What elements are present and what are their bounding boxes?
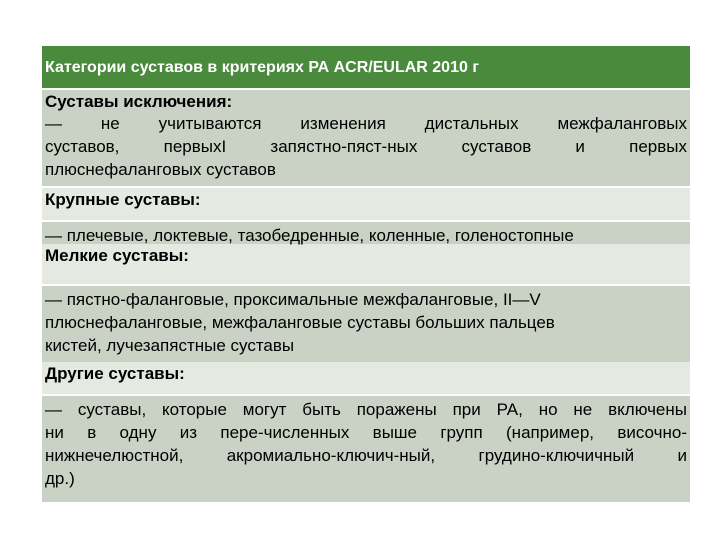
body-line: — плечевые, локтевые, тазобедренные, коленные, голеностопные	[45, 226, 574, 245]
section-heading-small	[42, 244, 690, 284]
section-body-other	[42, 394, 690, 502]
section-body-small	[42, 284, 690, 362]
heading-text: Мелкие суставы:	[45, 246, 189, 265]
joint-categories-table	[42, 46, 690, 502]
body-line: кистей, лучезапястные суставы	[45, 336, 295, 355]
body-line: — суставы, которые могут быть поражены при РА, но не включены	[45, 400, 687, 419]
body-line: — пястно-фаланговые, проксимальные межфаланговые, II—V	[45, 290, 541, 309]
body-line: др.)	[45, 469, 75, 488]
section-body-large	[42, 220, 690, 244]
heading-text: Другие суставы:	[45, 364, 185, 383]
heading-text: Крупные суставы:	[45, 190, 201, 209]
body-line: плюснефаланговые, межфаланговые суставы больших пальцев	[45, 313, 555, 332]
table-title: Категории суставов в критериях РА ACR/EULAR 2010 г	[42, 46, 690, 88]
body-line: — не учитываются изменения дистальных межфаланговых	[45, 114, 687, 133]
section-body-exclusion	[42, 112, 690, 186]
body-line: суставов, первыхI запястно-пяст-ных суставов и первых	[45, 137, 687, 156]
section-heading-exclusion	[42, 88, 690, 112]
body-line: плюснефаланговых суставов	[45, 160, 276, 179]
heading-text: Суставы исключения:	[45, 92, 233, 111]
section-heading-other	[42, 362, 690, 394]
section-heading-large	[42, 186, 690, 220]
body-line: ни в одну из пере-численных выше групп (например, височно-	[45, 423, 687, 442]
body-line: нижнечелюстной, акромиально-ключич-ный, грудино-ключичный и	[45, 446, 687, 465]
